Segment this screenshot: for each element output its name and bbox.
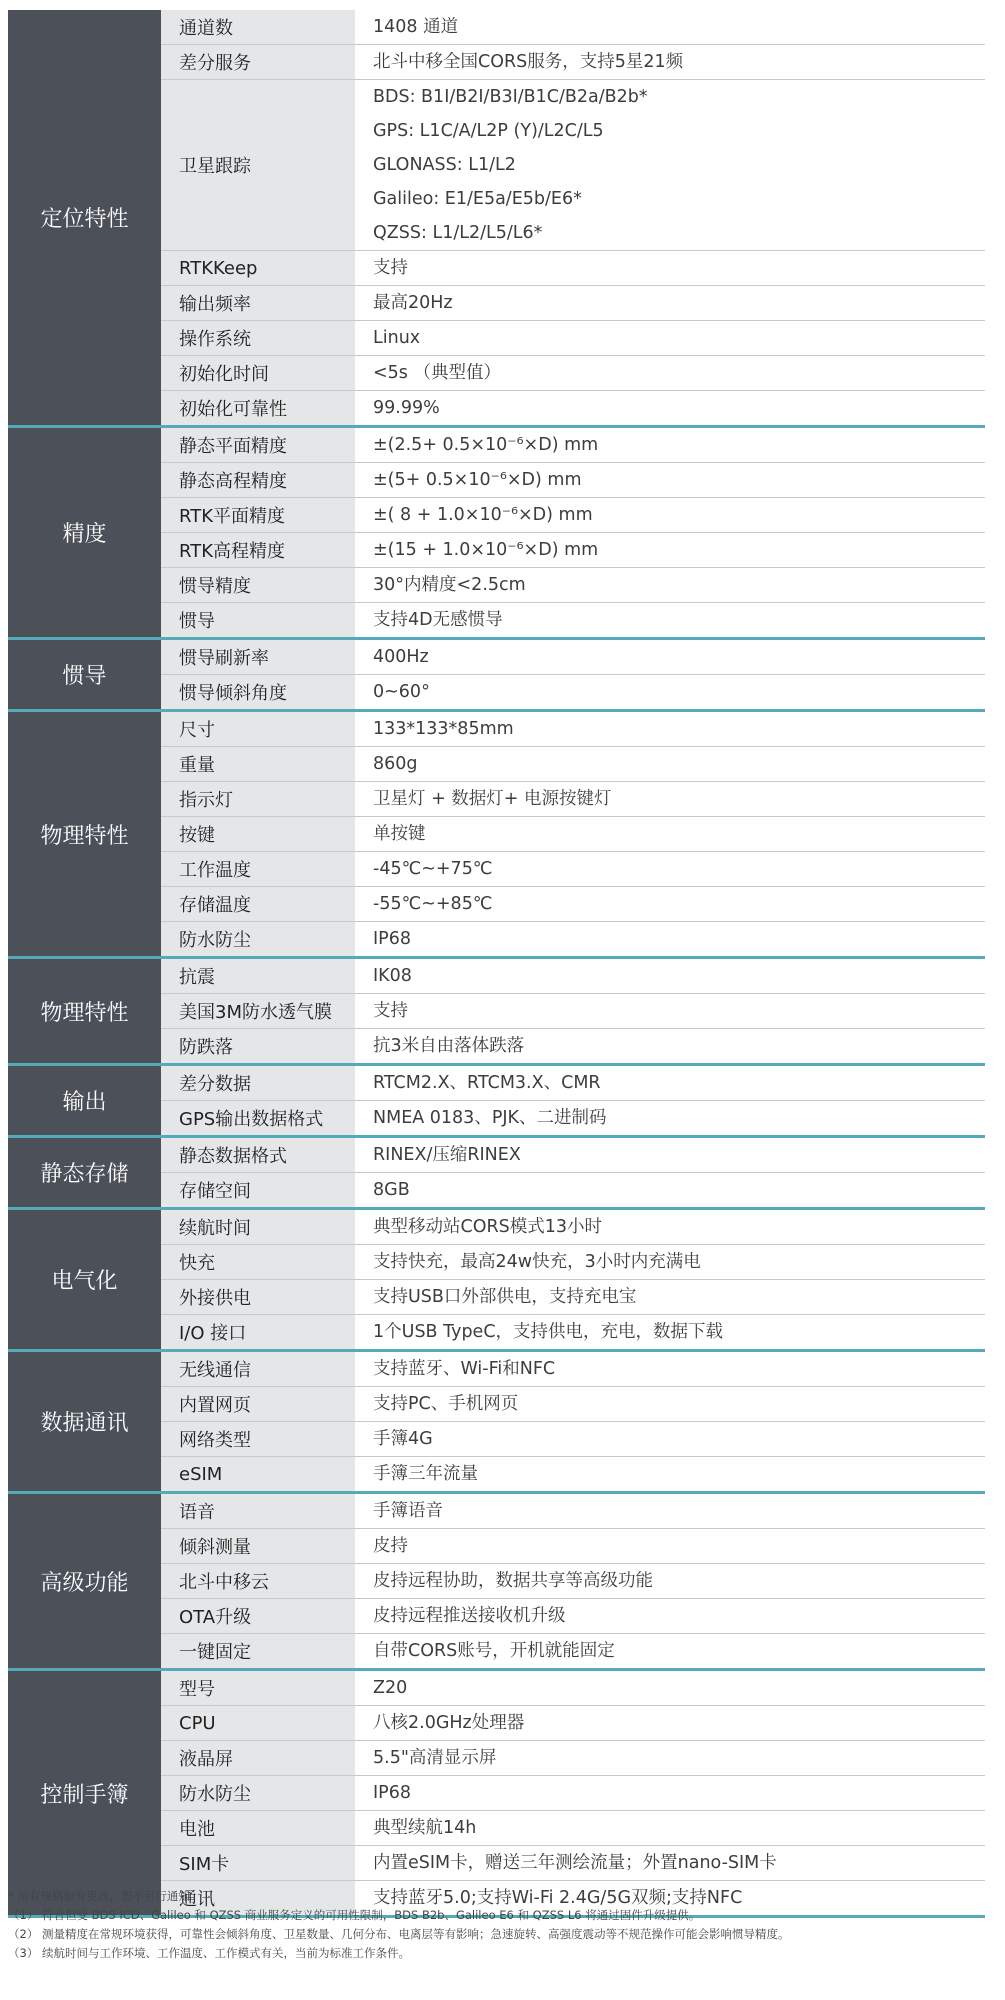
spec-value-line: 典型续航14h xyxy=(373,1818,477,1838)
spec-key: 惯导刷新率 xyxy=(161,640,355,674)
spec-row xyxy=(161,1775,985,1810)
spec-row xyxy=(161,921,985,956)
spec-key: 美国3M防水透气膜 xyxy=(161,994,355,1028)
section-category: 静态存储 xyxy=(8,1138,161,1207)
spec-key: 语音 xyxy=(161,1494,355,1528)
spec-key: 尺寸 xyxy=(161,712,355,746)
spec-value-line: Galileo: E1/E5a/E5b/E6* xyxy=(373,189,582,209)
section-rows xyxy=(161,10,985,425)
spec-value xyxy=(355,817,985,851)
spec-value-line: 支持蓝牙5.0;支持Wi-Fi 2.4G/5G双频;支持NFC xyxy=(373,1888,743,1908)
section-rows xyxy=(161,1210,985,1349)
spec-value-line: QZSS: L1/L2/L5/L6* xyxy=(373,223,543,243)
spec-key: GPS输出数据格式 xyxy=(161,1101,355,1135)
spec-value-line: 内置eSIM卡，赠送三年测绘流量；外置nano-SIM卡 xyxy=(373,1853,777,1873)
section-category: 定位特性 xyxy=(8,10,161,425)
spec-value xyxy=(355,1564,985,1598)
spec-value-line: 抗3米自由落体跌落 xyxy=(373,1036,525,1056)
spec-key: 按键 xyxy=(161,817,355,851)
spec-key: 防跌落 xyxy=(161,1029,355,1063)
spec-value xyxy=(355,1101,985,1135)
spec-value-line: 八核2.0GHz处理器 xyxy=(373,1713,525,1733)
spec-key: 通道数 xyxy=(161,10,355,44)
spec-value-line: ±(5+ 0.5×10⁻⁶×D) mm xyxy=(373,470,582,490)
spec-value-line: <5s （典型值） xyxy=(373,363,501,383)
spec-section xyxy=(8,1207,985,1349)
spec-row xyxy=(161,1705,985,1740)
spec-row xyxy=(161,851,985,886)
spec-key: 工作温度 xyxy=(161,852,355,886)
section-category: 精度 xyxy=(8,428,161,637)
spec-key: 一键固定 xyxy=(161,1634,355,1668)
spec-value xyxy=(355,10,985,44)
spec-key: RTK平面精度 xyxy=(161,498,355,532)
spec-key: 防水防尘 xyxy=(161,1776,355,1810)
spec-value xyxy=(355,1706,985,1740)
spec-key: 通讯 xyxy=(161,1881,355,1915)
spec-key: 内置网页 xyxy=(161,1387,355,1421)
spec-value-line: 最高20Hz xyxy=(373,293,453,313)
spec-value xyxy=(355,356,985,390)
spec-value-line: NMEA 0183、PJK、二进制码 xyxy=(373,1108,607,1128)
spec-key: 差分数据 xyxy=(161,1066,355,1100)
spec-value xyxy=(355,922,985,956)
spec-value-line: 30°内精度<2.5cm xyxy=(373,575,526,595)
spec-section xyxy=(8,1349,985,1491)
spec-value xyxy=(355,887,985,921)
spec-key: 倾斜测量 xyxy=(161,1529,355,1563)
spec-value xyxy=(355,463,985,497)
spec-row xyxy=(161,1810,985,1845)
spec-value xyxy=(355,1457,985,1491)
spec-row xyxy=(161,462,985,497)
spec-value-line: IP68 xyxy=(373,929,411,949)
spec-value-line: 皮持 xyxy=(373,1536,408,1556)
spec-row xyxy=(161,567,985,602)
spec-row xyxy=(161,1066,985,1100)
spec-value xyxy=(355,1741,985,1775)
section-rows xyxy=(161,712,985,956)
spec-value xyxy=(355,1776,985,1810)
spec-section xyxy=(8,1063,985,1135)
spec-value xyxy=(355,1066,985,1100)
spec-row xyxy=(161,79,985,250)
spec-value-line: 860g xyxy=(373,754,418,774)
spec-value xyxy=(355,1387,985,1421)
spec-key: 防水防尘 xyxy=(161,922,355,956)
spec-value xyxy=(355,321,985,355)
footnotes xyxy=(8,1887,988,1963)
spec-row xyxy=(161,1845,985,1880)
spec-value xyxy=(355,1245,985,1279)
spec-section xyxy=(8,1668,985,1915)
spec-key: 静态数据格式 xyxy=(161,1138,355,1172)
spec-value-line: 支持蓝牙、Wi-Fi和NFC xyxy=(373,1359,556,1379)
spec-row xyxy=(161,886,985,921)
spec-row xyxy=(161,285,985,320)
spec-value xyxy=(355,1634,985,1668)
spec-value-line: RTCM2.X、RTCM3.X、CMR xyxy=(373,1073,601,1093)
spec-value xyxy=(355,1529,985,1563)
footnote-line: （3） 续航时间与工作环境、工作温度、工作模式有关，当前为标准工作条件。 xyxy=(8,1946,410,1960)
spec-key: CPU xyxy=(161,1706,355,1740)
spec-value xyxy=(355,498,985,532)
section-rows xyxy=(161,1494,985,1668)
spec-value-line: -55℃~+85℃ xyxy=(373,894,493,914)
spec-value-line: 支持USB口外部供电，支持充电宝 xyxy=(373,1287,637,1307)
spec-value xyxy=(355,852,985,886)
spec-value xyxy=(355,1315,985,1349)
spec-value-line: 手簿三年流量 xyxy=(373,1464,478,1484)
spec-key: 初始化时间 xyxy=(161,356,355,390)
spec-row xyxy=(161,497,985,532)
spec-row xyxy=(161,1028,985,1063)
spec-value-line: GLONASS: L1/L2 xyxy=(373,155,516,175)
spec-row xyxy=(161,1314,985,1349)
spec-key: 抗震 xyxy=(161,959,355,993)
spec-value-line: 133*133*85mm xyxy=(373,719,514,739)
spec-value-line: 5.5"高清显示屏 xyxy=(373,1748,497,1768)
spec-section xyxy=(8,10,985,425)
spec-key: 存储温度 xyxy=(161,887,355,921)
spec-value xyxy=(355,1846,985,1880)
spec-key: 差分服务 xyxy=(161,45,355,79)
spec-row xyxy=(161,602,985,637)
spec-value xyxy=(355,640,985,674)
spec-row xyxy=(161,1279,985,1314)
spec-key: 输出频率 xyxy=(161,286,355,320)
spec-key: 电池 xyxy=(161,1811,355,1845)
spec-key: 无线通信 xyxy=(161,1352,355,1386)
footnote-line: * 所有规格如有更改，恕不另行通知 xyxy=(8,1889,190,1903)
spec-value-line: -45℃~+75℃ xyxy=(373,859,493,879)
spec-row xyxy=(161,1352,985,1386)
spec-row xyxy=(161,674,985,709)
spec-value-line: 8GB xyxy=(373,1180,410,1200)
spec-section xyxy=(8,956,985,1063)
spec-value xyxy=(355,568,985,602)
spec-row xyxy=(161,1671,985,1705)
spec-value xyxy=(355,533,985,567)
spec-row xyxy=(161,959,985,993)
spec-section xyxy=(8,1491,985,1668)
spec-section xyxy=(8,709,985,956)
spec-value-line: 0~60° xyxy=(373,682,430,702)
spec-value xyxy=(355,45,985,79)
spec-row xyxy=(161,1421,985,1456)
spec-row xyxy=(161,355,985,390)
spec-row xyxy=(161,1100,985,1135)
spec-value xyxy=(355,603,985,637)
spec-value xyxy=(355,712,985,746)
spec-value-line: 支持快充，最高24w快充，3小时内充满电 xyxy=(373,1252,701,1272)
spec-table xyxy=(8,10,985,1918)
spec-row xyxy=(161,1244,985,1279)
footnote-line: （2） 测量精度在常规环境获得，可靠性会倾斜角度、卫星数量、几何分布、电离层等有影响；急速旋转、高强度震动等不规范操作可能会影响惯导精度。 xyxy=(8,1927,790,1941)
spec-value-line: 手簿语音 xyxy=(373,1501,443,1521)
spec-key: SIM卡 xyxy=(161,1846,355,1880)
spec-key: 静态高程精度 xyxy=(161,463,355,497)
section-rows xyxy=(161,640,985,709)
spec-value xyxy=(355,675,985,709)
section-rows xyxy=(161,959,985,1063)
section-rows xyxy=(161,1671,985,1915)
spec-section xyxy=(8,1135,985,1207)
spec-row xyxy=(161,44,985,79)
spec-row xyxy=(161,1528,985,1563)
spec-value xyxy=(355,1173,985,1207)
spec-value-line: ±( 8 + 1.0×10⁻⁶×D) mm xyxy=(373,505,593,525)
spec-key: eSIM xyxy=(161,1457,355,1491)
spec-row xyxy=(161,712,985,746)
spec-key: 静态平面精度 xyxy=(161,428,355,462)
spec-value-line: 手簿4G xyxy=(373,1429,433,1449)
spec-value xyxy=(355,1811,985,1845)
spec-row xyxy=(161,1563,985,1598)
spec-value-line: 99.99% xyxy=(373,398,440,418)
section-category: 物理特性 xyxy=(8,712,161,956)
section-category: 输出 xyxy=(8,1066,161,1135)
spec-value-line: Linux xyxy=(373,328,421,348)
spec-value-line: 1个USB TypeC，支持供电，充电，数据下载 xyxy=(373,1322,724,1342)
spec-key: 惯导 xyxy=(161,603,355,637)
spec-value xyxy=(355,959,985,993)
spec-value-line: 北斗中移全国CORS服务，支持5星21频 xyxy=(373,52,684,72)
spec-value xyxy=(355,1210,985,1244)
spec-value xyxy=(355,391,985,425)
spec-value xyxy=(355,994,985,1028)
section-category: 电气化 xyxy=(8,1210,161,1349)
spec-row xyxy=(161,320,985,355)
spec-value-line: 皮持远程协助，数据共享等高级功能 xyxy=(373,1571,653,1591)
spec-key: 惯导精度 xyxy=(161,568,355,602)
spec-key: 惯导倾斜角度 xyxy=(161,675,355,709)
spec-value-line: 支持4D无感惯导 xyxy=(373,610,503,630)
spec-value xyxy=(355,1280,985,1314)
spec-row xyxy=(161,746,985,781)
spec-value-line: 1408 通道 xyxy=(373,17,459,37)
spec-row xyxy=(161,1210,985,1244)
spec-key: 续航时间 xyxy=(161,1210,355,1244)
spec-row xyxy=(161,1456,985,1491)
spec-value-line: 典型移动站CORS模式13小时 xyxy=(373,1217,603,1237)
spec-key: 外接供电 xyxy=(161,1280,355,1314)
spec-key: 北斗中移云 xyxy=(161,1564,355,1598)
spec-row xyxy=(161,1172,985,1207)
spec-value-line: ±(15 + 1.0×10⁻⁶×D) mm xyxy=(373,540,599,560)
spec-value-line: RINEX/压缩RINEX xyxy=(373,1145,521,1165)
spec-value-line: 单按键 xyxy=(373,824,426,844)
spec-key: 操作系统 xyxy=(161,321,355,355)
spec-row xyxy=(161,1740,985,1775)
section-category: 数据通讯 xyxy=(8,1352,161,1491)
spec-value-line: 皮持远程推送接收机升级 xyxy=(373,1606,566,1626)
section-rows xyxy=(161,428,985,637)
footnote-line: （1） 符合但受 BDS ICD、Galileo 和 QZSS 商业服务定义的可用性限制，BDS B2b、Galileo E6 和 QZSS L6 将通过固件升级提供。 xyxy=(8,1908,701,1922)
spec-row xyxy=(161,1598,985,1633)
spec-value-line: 支持 xyxy=(373,258,408,278)
spec-row xyxy=(161,390,985,425)
section-category: 高级功能 xyxy=(8,1494,161,1668)
spec-value xyxy=(355,782,985,816)
spec-key: 网络类型 xyxy=(161,1422,355,1456)
spec-value xyxy=(355,1029,985,1063)
spec-section xyxy=(8,425,985,637)
spec-value-line: GPS: L1C/A/L2P (Y)/L2C/L5 xyxy=(373,121,604,141)
section-category: 惯导 xyxy=(8,640,161,709)
spec-key: 卫星跟踪 xyxy=(161,80,355,250)
spec-key: 型号 xyxy=(161,1671,355,1705)
section-rows xyxy=(161,1352,985,1491)
section-rows xyxy=(161,1066,985,1135)
spec-value-line: IP68 xyxy=(373,1783,411,1803)
spec-key: 重量 xyxy=(161,747,355,781)
spec-section xyxy=(8,637,985,709)
section-category: 控制手簿 xyxy=(8,1671,161,1915)
spec-row xyxy=(161,816,985,851)
spec-row xyxy=(161,10,985,44)
spec-value xyxy=(355,1422,985,1456)
spec-key: I/O 接口 xyxy=(161,1315,355,1349)
spec-row xyxy=(161,250,985,285)
spec-value xyxy=(355,1138,985,1172)
spec-key: 指示灯 xyxy=(161,782,355,816)
spec-value-line: 400Hz xyxy=(373,647,429,667)
spec-value xyxy=(355,1352,985,1386)
spec-value-line: ±(2.5+ 0.5×10⁻⁶×D) mm xyxy=(373,435,599,455)
spec-value-line: Z20 xyxy=(373,1678,408,1698)
spec-row xyxy=(161,428,985,462)
spec-value xyxy=(355,1494,985,1528)
spec-row xyxy=(161,1138,985,1172)
spec-key: 快充 xyxy=(161,1245,355,1279)
spec-value xyxy=(355,286,985,320)
spec-value xyxy=(355,1599,985,1633)
spec-row xyxy=(161,781,985,816)
spec-row xyxy=(161,1494,985,1528)
spec-row xyxy=(161,1633,985,1668)
spec-row xyxy=(161,1386,985,1421)
spec-key: RTKKeep xyxy=(161,251,355,285)
spec-value-line: 自带CORS账号，开机就能固定 xyxy=(373,1641,615,1661)
spec-key: 初始化可靠性 xyxy=(161,391,355,425)
spec-value xyxy=(355,80,985,250)
spec-value xyxy=(355,251,985,285)
spec-value xyxy=(355,1671,985,1705)
spec-key: RTK高程精度 xyxy=(161,533,355,567)
spec-key: OTA升级 xyxy=(161,1599,355,1633)
spec-row xyxy=(161,993,985,1028)
spec-value-line: 支持 xyxy=(373,1001,408,1021)
spec-value-line: BDS: B1I/B2I/B3I/B1C/B2a/B2b* xyxy=(373,87,648,107)
spec-value-line: 支持PC、手机网页 xyxy=(373,1394,519,1414)
spec-value-line: IK08 xyxy=(373,966,412,986)
spec-row xyxy=(161,532,985,567)
spec-value xyxy=(355,428,985,462)
section-rows xyxy=(161,1138,985,1207)
section-category: 物理特性 xyxy=(8,959,161,1063)
spec-key: 存储空间 xyxy=(161,1173,355,1207)
spec-key: 液晶屏 xyxy=(161,1741,355,1775)
spec-row xyxy=(161,640,985,674)
spec-value-line: 卫星灯 + 数据灯+ 电源按键灯 xyxy=(373,789,612,809)
spec-value xyxy=(355,747,985,781)
